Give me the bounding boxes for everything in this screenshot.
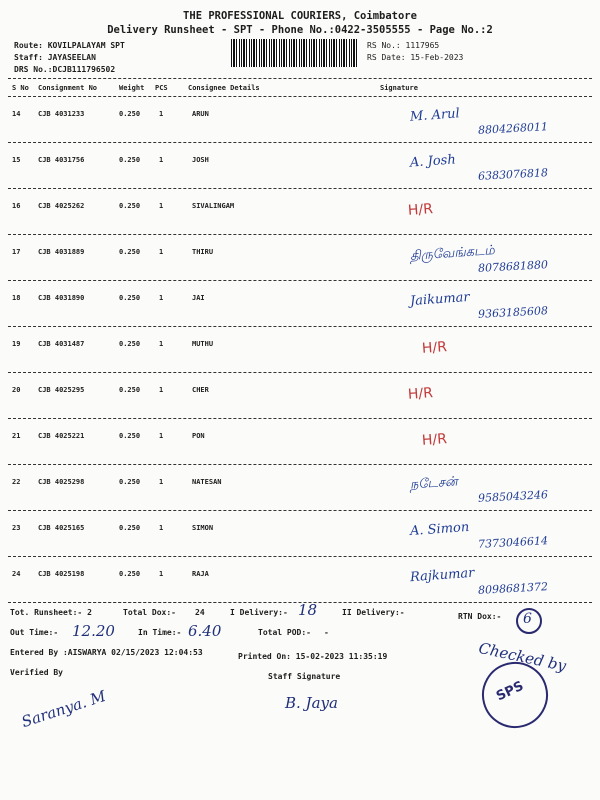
row-consignment-no: CJB 4025198 [38, 570, 85, 578]
rtn-dox-label: RTN Dox:- [458, 612, 502, 621]
table-row [8, 372, 592, 418]
row-weight: 0.250 [119, 110, 141, 118]
table-row [8, 280, 592, 326]
printed-on: Printed On: 15-02-2023 11:35:19 [238, 652, 388, 661]
row-consignee: RAJA [192, 570, 209, 578]
row-weight: 0.250 [119, 202, 141, 210]
row-pcs: 1 [159, 110, 164, 118]
row-signature: H/R [407, 201, 434, 219]
i-delivery-label: I Delivery:- [230, 608, 288, 617]
total-dox-label: Total Dox:- [123, 608, 176, 617]
drs-number: DCJB111796502 [52, 65, 116, 74]
row-consignment-no: CJB 4031233 [38, 110, 85, 118]
row-sno: 19 [12, 340, 21, 348]
row-weight: 0.250 [119, 156, 141, 164]
staff-signature-label: Staff Signature [268, 672, 341, 681]
rtn-dox-value: 6 [523, 611, 532, 627]
runsheet-title: Delivery Runsheet - SPT - Phone No.:0422-3505555 - Page No.:2 [107, 24, 493, 36]
row-sno: 22 [12, 478, 21, 486]
row-consignment-no: CJB 4031890 [38, 294, 85, 302]
row-phone: 8804268011 [477, 120, 549, 137]
row-sno: 17 [12, 248, 21, 256]
col-consignment: Consignment No [38, 84, 98, 92]
row-pcs: 1 [159, 340, 164, 348]
row-sno: 16 [12, 202, 21, 210]
row-sno: 18 [12, 294, 21, 302]
row-pcs: 1 [159, 386, 164, 394]
barcode [231, 39, 359, 67]
row-signature: Rajkumar [409, 565, 475, 586]
row-pcs: 1 [159, 570, 164, 578]
entered-by: Entered By :AISWARYA 02/15/2023 12:04:53 [10, 648, 203, 657]
row-phone: 8098681372 [477, 580, 549, 597]
header-rule-top [8, 78, 592, 79]
row-signature: A. Simon [409, 519, 470, 540]
row-weight: 0.250 [119, 478, 141, 486]
ii-delivery-label: II Delivery:- [342, 608, 405, 617]
row-consignment-no: CJB 4025165 [38, 524, 85, 532]
staff-label: Staff: JAYASEELAN [14, 53, 96, 62]
row-consignee: JOSH [192, 156, 209, 164]
row-consignment-no: CJB 4031889 [38, 248, 85, 256]
row-consignee: ARUN [192, 110, 209, 118]
row-sno: 14 [12, 110, 21, 118]
row-sno: 23 [12, 524, 21, 532]
out-time-value: 12.20 [72, 622, 115, 640]
table-row [8, 464, 592, 510]
total-pod-value: - [324, 628, 329, 637]
row-sno: 20 [12, 386, 21, 394]
stamp-text: SPS [494, 678, 527, 705]
row-phone: 7373046614 [477, 534, 549, 551]
col-consignee: Consignee Details [188, 84, 260, 92]
row-consignee: PON [192, 432, 205, 440]
row-pcs: 1 [159, 478, 164, 486]
table-row [8, 234, 592, 280]
row-weight: 0.250 [119, 294, 141, 302]
in-time-value: 6.40 [188, 622, 222, 640]
row-phone: 8078681880 [477, 258, 549, 275]
tot-runsheet: Tot. Runsheet:- 2 [10, 608, 92, 617]
drs-label [14, 65, 115, 74]
table-row [8, 418, 592, 464]
row-pcs: 1 [159, 294, 164, 302]
row-signature: நடேசன் [409, 474, 459, 493]
in-time-label: In Time:- [138, 628, 182, 637]
row-phone: 6383076818 [477, 166, 549, 183]
row-pcs: 1 [159, 248, 164, 256]
row-consignment-no: CJB 4025221 [38, 432, 85, 440]
row-sno: 15 [12, 156, 21, 164]
row-signature: H/R [421, 339, 448, 357]
row-weight: 0.250 [119, 340, 141, 348]
row-consignment-no: CJB 4031756 [38, 156, 85, 164]
row-signature: A. Josh [409, 152, 457, 171]
row-signature: Jaikumar [409, 289, 471, 310]
row-consignee: SIVALINGAM [192, 202, 235, 210]
checked-by-sign: Checked by [477, 638, 568, 676]
verified-by-label: Verified By [10, 668, 63, 677]
row-consignment-no: CJB 4025262 [38, 202, 85, 210]
row-pcs: 1 [159, 202, 164, 210]
table-row [8, 510, 592, 556]
table-row [8, 188, 592, 234]
row-consignee: THIRU [192, 248, 214, 256]
row-pcs: 1 [159, 524, 164, 532]
table-row [8, 556, 592, 602]
row-weight: 0.250 [119, 524, 141, 532]
table-row [8, 326, 592, 372]
row-pcs: 1 [159, 432, 164, 440]
row-consignment-no: CJB 4025295 [38, 386, 85, 394]
row-signature: H/R [421, 431, 448, 449]
row-signature: திருவேங்கடம் [409, 243, 496, 264]
col-signature: Signature [380, 84, 418, 92]
row-consignee: JAI [192, 294, 205, 302]
total-dox-value: 24 [195, 608, 205, 617]
row-consignee: CHER [192, 386, 209, 394]
company-title: THE PROFESSIONAL COURIERS, Coimbatore [183, 10, 417, 22]
out-time-label: Out Time:- [10, 628, 59, 637]
table-row [8, 96, 592, 142]
verifier-signature: Saranya. M [19, 686, 108, 732]
rs-number: RS No.: 1117965 [367, 41, 440, 50]
staff-signature: B. Jaya [285, 694, 338, 712]
rs-date: RS Date: 15-Feb-2023 [367, 53, 464, 62]
row-phone: 9363185608 [477, 304, 549, 321]
row-consignment-no: CJB 4031487 [38, 340, 85, 348]
drs-caption: DRS No.: [14, 65, 53, 74]
row-weight: 0.250 [119, 248, 141, 256]
row-sno: 24 [12, 570, 21, 578]
i-delivery-value: 18 [298, 601, 318, 619]
row-consignee: SIMON [192, 524, 214, 532]
row-phone: 9585043246 [477, 488, 549, 505]
table-row [8, 142, 592, 188]
row-consignment-no: CJB 4025298 [38, 478, 85, 486]
total-pod-label: Total POD:- [258, 628, 311, 637]
row-weight: 0.250 [119, 570, 141, 578]
row-consignee: MUTHU [192, 340, 214, 348]
row-signature: M. Arul [409, 106, 461, 125]
col-sno: S No [12, 84, 29, 92]
row-pcs: 1 [159, 156, 164, 164]
row-consignee: NATESAN [192, 478, 222, 486]
col-weight: Weight [119, 84, 145, 92]
row-weight: 0.250 [119, 432, 141, 440]
row-signature: H/R [407, 385, 434, 403]
route-label: Route: KOVILPALAYAM SPT [14, 41, 125, 50]
row-sno: 21 [12, 432, 21, 440]
row-weight: 0.250 [119, 386, 141, 394]
col-pcs: PCS [155, 84, 168, 92]
